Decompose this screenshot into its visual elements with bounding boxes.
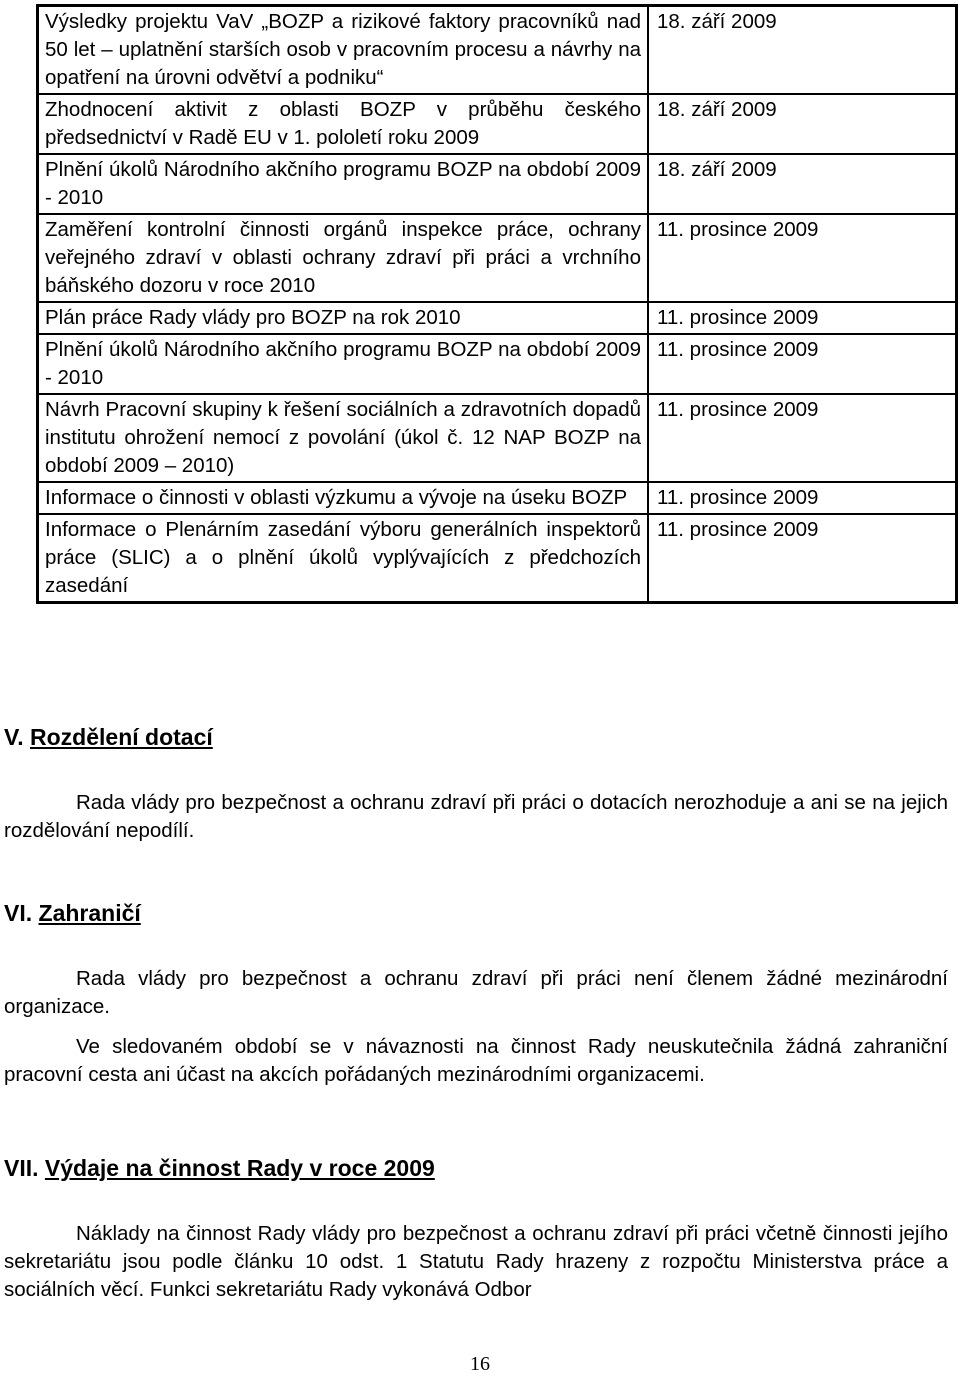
section-v-number: V. — [4, 724, 24, 750]
section-vii-heading — [4, 1155, 435, 1182]
agenda-date: 11. prosince 2009 — [648, 214, 957, 302]
agenda-topic: Návrh Pracovní skupiny k řešení sociálních a zdravotních dopadů institutu ohrožení nemocí z povolání (úkol č. 12 NAP BOZP na období 2009 – 2010) — [38, 394, 649, 482]
section-v-text: Rada vlády pro bezpečnost a ochranu zdraví při práci o dotacích nerozhoduje a ani se na jejich rozdělování nepodílí. — [4, 791, 948, 842]
agenda-topic: Zaměření kontrolní činnosti orgánů inspekce práce, ochrany veřejného zdraví v oblasti ochrany zdraví při práci a vrchního báňského dozoru v roce 2010 — [38, 214, 649, 302]
agenda-topic: Výsledky projektu VaV „BOZP a rizikové faktory pracovníků nad 50 let – uplatnění starších osob v pracovním procesu a návrhy na opatření na úrovni odvětví a podniku“ — [38, 6, 649, 95]
agenda-topic: Plán práce Rady vlády pro BOZP na rok 2010 — [38, 302, 649, 334]
agenda-date: 11. prosince 2009 — [648, 334, 957, 394]
agenda-date: 18. září 2009 — [648, 94, 957, 154]
section-v-paragraph — [4, 789, 948, 845]
section-vii-title: Výdaje na činnost Rady v roce 2009 — [44, 1155, 435, 1181]
table-row — [38, 302, 957, 334]
agenda-topic: Informace o činnosti v oblasti výzkumu a vývoje na úseku BOZP — [38, 482, 649, 514]
section-vii-number: VII. — [4, 1155, 39, 1181]
agenda-date: 11. prosince 2009 — [648, 394, 957, 482]
agenda-topic: Zhodnocení aktivit z oblasti BOZP v průběhu českého předsednictví v Radě EU v 1. pololetí roku 2009 — [38, 94, 649, 154]
agenda-date: 11. prosince 2009 — [648, 482, 957, 514]
section-vi-text-1: Rada vlády pro bezpečnost a ochranu zdraví při práci není členem žádné mezinárodní organizace. — [4, 967, 948, 1018]
page-number: 16 — [470, 1353, 490, 1375]
agenda-date: 11. prosince 2009 — [648, 302, 957, 334]
section-vi-title: Zahraničí — [38, 900, 141, 926]
agenda-table — [36, 4, 958, 604]
agenda-topic: Plnění úkolů Národního akčního programu BOZP na období 2009 - 2010 — [38, 154, 649, 214]
agenda-date: 11. prosince 2009 — [648, 514, 957, 603]
table-row — [38, 482, 957, 514]
section-vi-paragraph-1 — [4, 965, 948, 1021]
section-vi-number: VI. — [4, 900, 33, 926]
section-v-heading — [4, 724, 213, 751]
section-v-title: Rozdělení dotací — [30, 724, 213, 750]
agenda-date: 18. září 2009 — [648, 154, 957, 214]
table-row — [38, 214, 957, 302]
table-row — [38, 6, 957, 95]
section-vii-text: Náklady na činnost Rady vlády pro bezpečnost a ochranu zdraví při práci včetně činnosti jejího sekretariátu jsou podle článku 10 odst. 1 Statutu Rady hrazeny z rozpočtu Ministerstva práce a sociálních věcí. Funkci sekretariátu Rady vykonává Odbor — [4, 1222, 948, 1301]
table-row — [38, 514, 957, 603]
agenda-date: 18. září 2009 — [648, 6, 957, 95]
section-vi-heading — [4, 900, 141, 927]
section-vii-paragraph — [4, 1220, 948, 1304]
table-row — [38, 394, 957, 482]
table-row — [38, 94, 957, 154]
table-row — [38, 334, 957, 394]
section-vi-paragraph-2 — [4, 1033, 948, 1089]
agenda-topic: Informace o Plenárním zasedání výboru generálních inspektorů práce (SLIC) a o plnění úkolů vyplývajících z předchozích zasedání — [38, 514, 649, 603]
table-row — [38, 154, 957, 214]
agenda-topic: Plnění úkolů Národního akčního programu BOZP na období 2009 - 2010 — [38, 334, 649, 394]
section-vi-text-2: Ve sledovaném období se v návaznosti na činnost Rady neuskutečnila žádná zahraniční pracovní cesta ani účast na akcích pořádaných mezinárodními organizacemi. — [4, 1035, 948, 1086]
